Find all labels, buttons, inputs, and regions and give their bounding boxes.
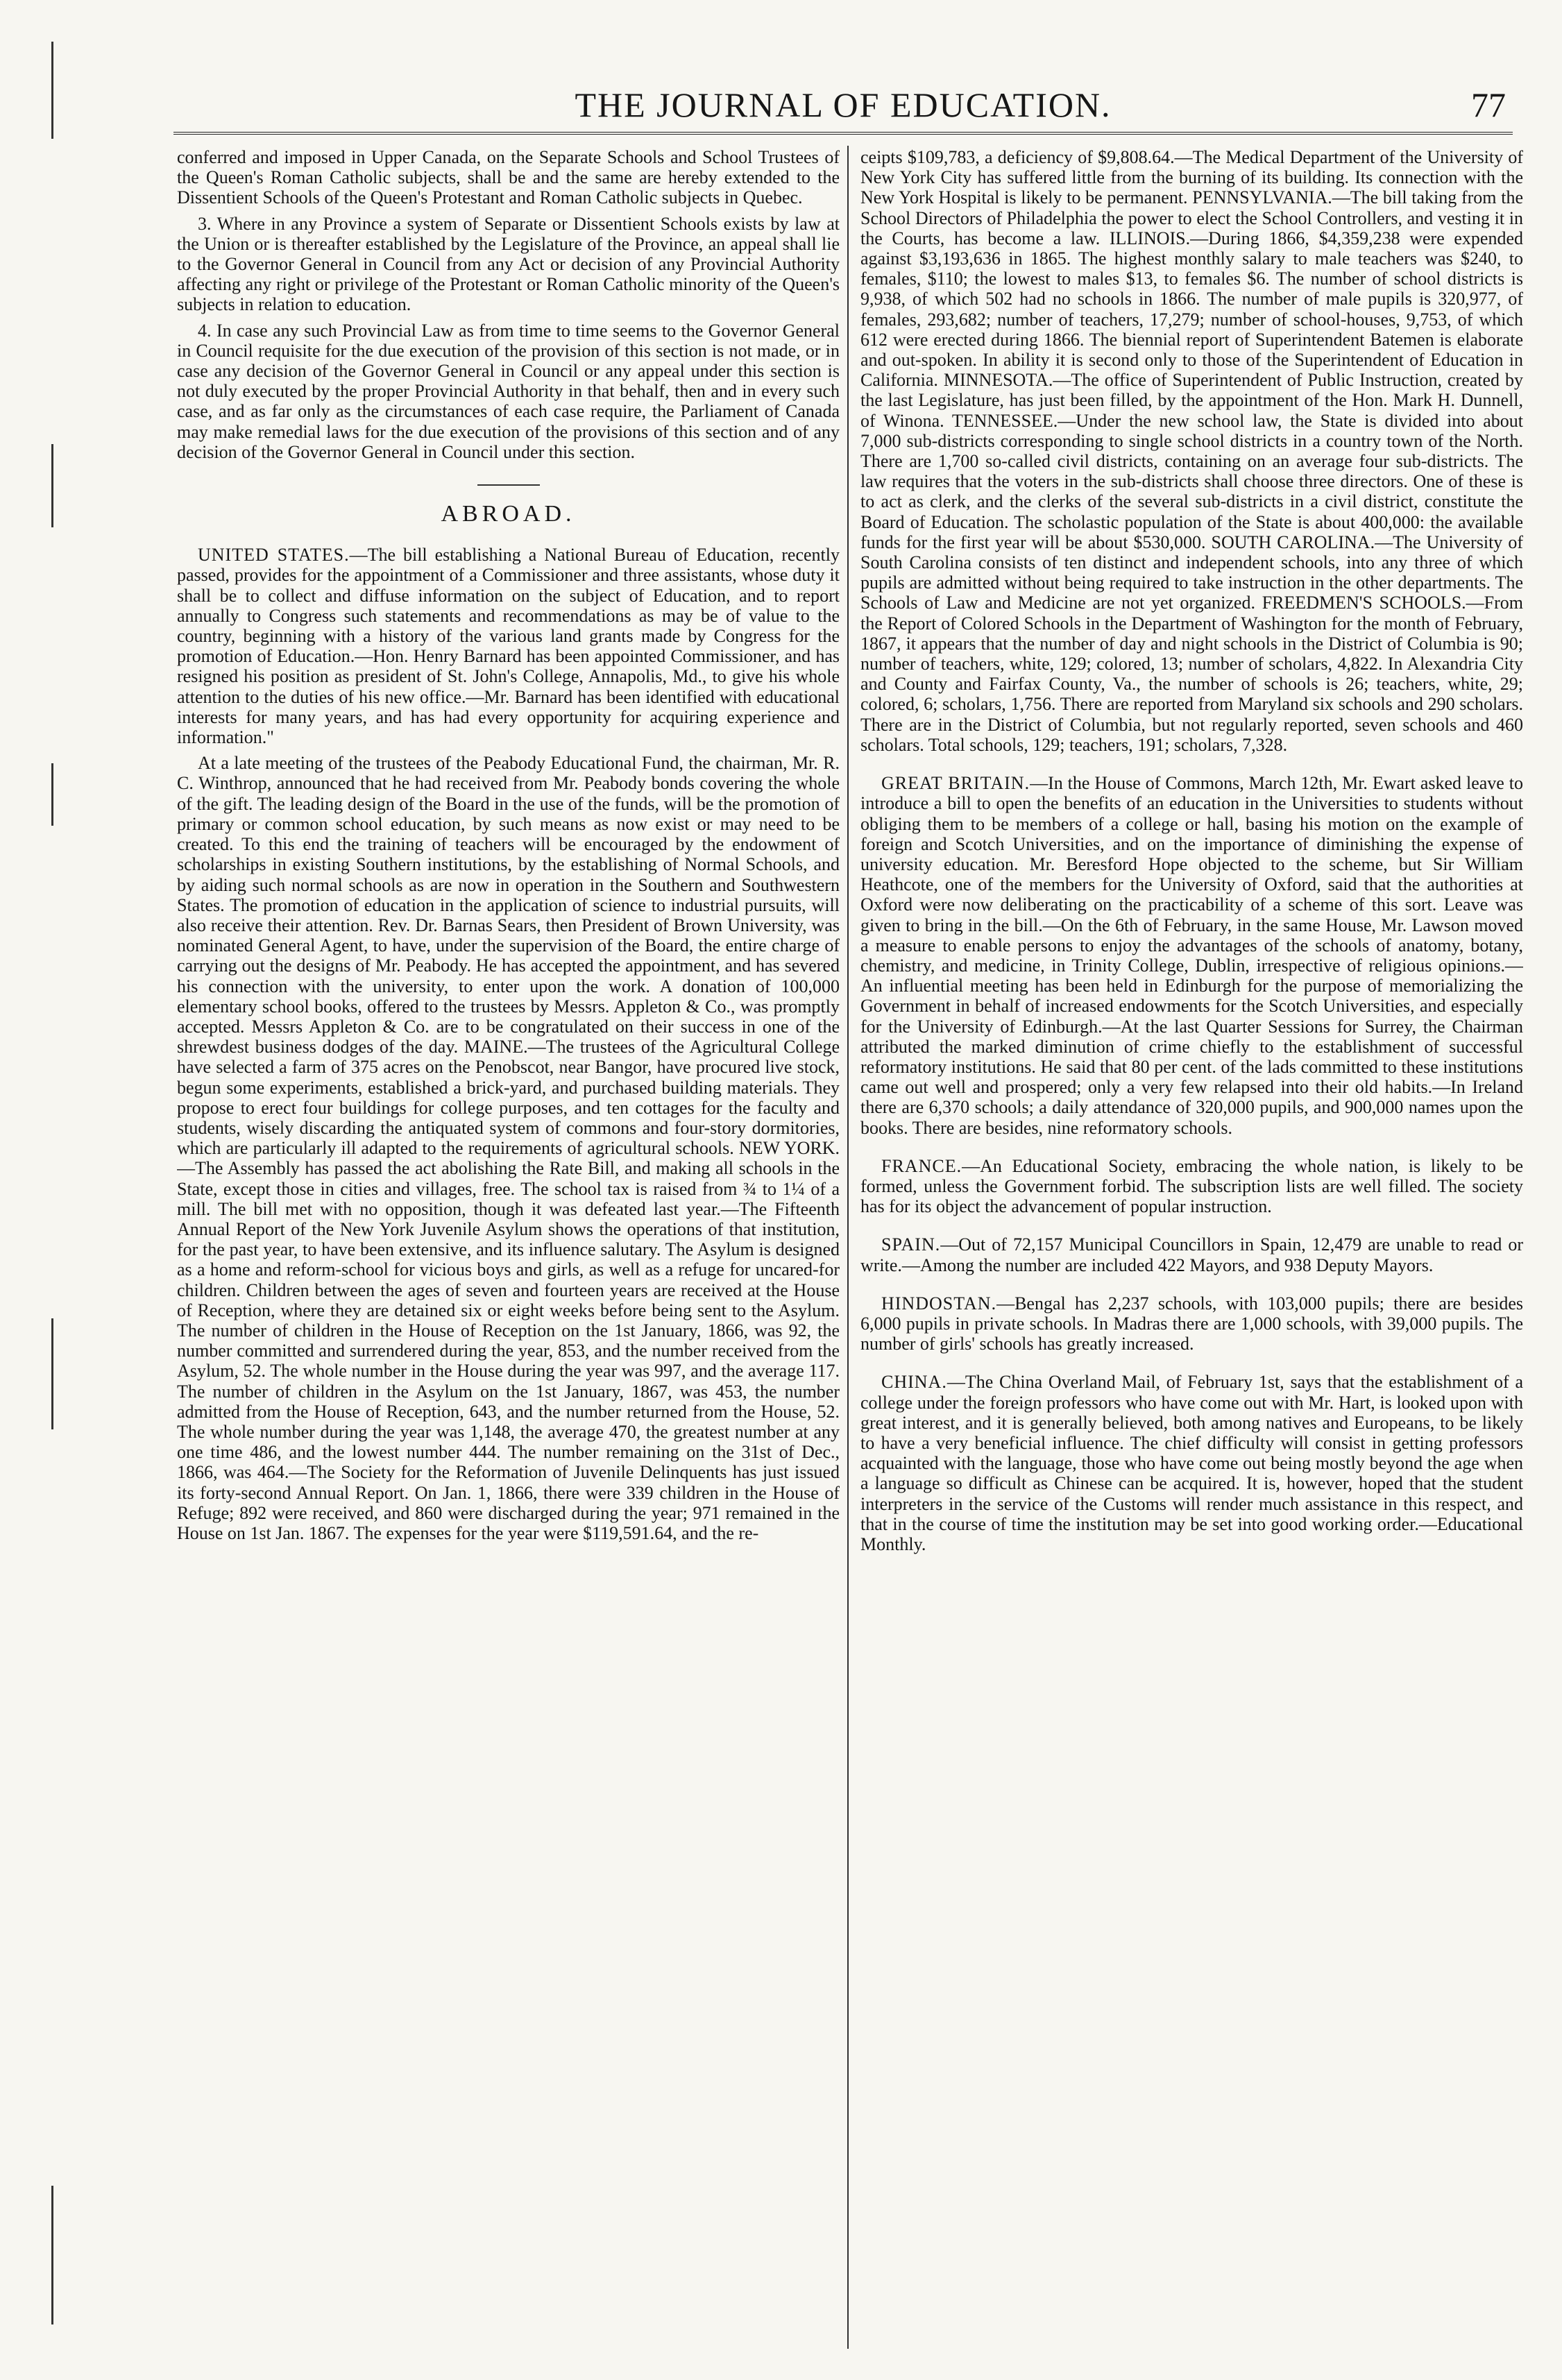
section-lead: SPAIN. <box>881 1234 941 1255</box>
paragraph-text: —In the House of Commons, March 12th, Mr. Ewart asked leave to introduce a bill to open the benefits of an education in the Universities to students without obliging them to be members of a college or hall, basing his motion on the example of foreign and Scotch Universities, and on the importance of diminishing the expense of university education. Mr. Beresford Hope objected to the scheme, but Sir William Heathcote, one of the members for the University of Oxford, said that the authorities at Oxford were now deliberating on the practicability of a scheme of this sort. Leave was given to bring in the bill.—On the 6th of February, in the same House, Mr. Lawson moved a measure to enable persons to enjoy the advantages of the schools of anatomy, botany, chemistry, and medicine, in Trinity College, Dublin, irrespective of religious opinions.—An influential meeting has been held in Edinburgh for the purpose of memorializing the Government in behalf of increased endowments for the Scotch Universities, and especially for the University of Edinburgh.—At the last Quarter Sessions for Surrey, the Chairman attributed the marked diminution of crime chiefly to the establishment of successful reformatory institutions. He said that 80 per cent. of the lads committed to these institutions came out well and prospered; only a very few relapsed into their old habits.—In Ireland there are 6,370 schools; a daily attendance of 320,000 pupils, and 900,000 names upon the books. There are besides, nine reformatory schools. <box>860 773 1523 1138</box>
paragraph-text: —The bill establishing a National Bureau of Education, recently passed, provides for the appointment of a Commissioner and three assistants, whose duty it shall be to collect and diffuse information on the subject of Education, and to report annually to Congress such statements and recommendations as may be of value to the country, beginning with a history of the various land grants made by Congress for the promotion of Education.—Hon. Henry Barnard has been appointed Commissioner, and has resigned his position as president of St. John's College, Annapolis, Md., to give his whole attention to the duties of his new office.—Mr. Barnard has been identified with educational interests for many years, and has had every opportunity for acquiring experience and information." <box>177 545 840 748</box>
paragraph <box>860 1293 1523 1354</box>
section-heading: ABROAD. <box>441 501 576 527</box>
column-divider <box>847 146 849 2349</box>
paragraph-text: —The China Overland Mail, of February 1st, says that the establishment of a college under the foreign professors who have come out with Mr. Hart, is looked upon with great interest, and it is generally believed, both among natives and Europeans, to be likely to have a very beneficial influence. The chief difficulty will consist in getting professors acquainted with the language, those who have come out being mostly beyond the age when a language so difficult as Chinese can be acquired. It is, however, hoped that the student interpreters in the service of the Customs will render much assistance in this respect, and that in the course of time the institution may be set into good working order.—Educational Monthly. <box>860 1372 1523 1554</box>
section-lead: FRANCE. <box>881 1155 962 1176</box>
section-lead: GREAT BRITAIN. <box>881 773 1030 794</box>
paragraph <box>860 1156 1523 1217</box>
paragraph: At a late meeting of the trustees of the Peabody Educational Fund, the chairman, Mr. R. C. Winthrop, announced that he had received from Mr. Peabody bonds covering the whole of the gift. The leading design of the Board in the use of the funds, will be the promotion of primary or common school education, by such means as now exist or may need to be created. To this end the training of teachers will be encouraged by the endowment of scholarships in existing Southern institutions, by the establishing of Normal Schools, and by aiding such normal schools as are now in operation in the Southern and Southwestern States. The promotion of education in the application of science to industrial pursuits, will also receive their attention. Rev. Dr. Barnas Sears, then President of Brown University, was nominated General Agent, to have, under the supervision of the Board, the entire charge of carrying out the designs of Mr. Peabody. He has accepted the appointment, and has severed his connection with the university, to enter upon the work. A donation of 100,000 elementary school books, offered to the trustees by Messrs. Appleton & Co., was promptly accepted. Messrs Appleton & Co. are to be congratulated on their success in one of the shrewdest business dodges of the day. MAINE.—The trustees of the Agricultural College have selected a farm of 375 acres on the Penobscot, near Bangor, have procured live stock, begun some experiments, established a brick-yard, and purchased building materials. They propose to erect four buildings for college purposes, and ten cottages for the faculty and students, wisely discarding the antiquated system of commons and four-story dormitories, which are particularly ill adapted to the requirements of agricultural schools. NEW YORK.—The Assembly has passed the act abolishing the Rate Bill, and making all schools in the State, except those in cities and villages, free. The school tax is raised from ¾ to 1¼ of a mill. The bill met with no opposition, though it was defeated last year.—The Fifteenth Annual Report of the New York Juvenile Asylum shows the operations of that institution, for the past year, to have been extensive, and its influence salutary. The Asylum is designed as a home and reform-school for vicious boys and girls, as well as a refuge for uncared-for children. Children between the ages of seven and fourteen years are received at the House of Reception, where they are detained six or eight weeks before being sent to the Asylum. The number of children in the House of Reception on the 1st January, 1866, was 92, the number committed and surrendered during the year, 853, and the number received from the Asylum, 52. The whole number in the House during the year was 997, and the average 117. The number of children in the Asylum on the 1st January, 1867, was 453, the number admitted from the House of Reception, 643, and the number returned from the House, 52. The whole number during the year was 1,148, the average 470, the greatest number at any one time 486, and the lowest number 444. The number remaining on the 31st of Dec., 1866, was 464.—The Society for the Reformation of Juvenile Delinquents has just issued its forty-second Annual Report. On Jan. 1, 1866, there were 339 children in the House of Refuge; 892 were received, and 860 were discharged during the year; 971 remained in the House on 1st Jan. 1867. The expenses for the year were $119,591.64, and the re- <box>177 753 840 1543</box>
running-header <box>173 83 1513 132</box>
section-lead: CHINA. <box>881 1372 947 1393</box>
section-lead: HINDOSTAN. <box>881 1293 997 1314</box>
paragraph <box>860 1372 1523 1554</box>
paragraph: 4. In case any such Provincial Law as from time to time seems to the Governor General in Council requisite for the due execution of the provision of this section is not made, or in case any decision of the Governor General in Council or any appeal under this section is not duly executed by the proper Provincial Authority in that behalf, then and in every such case, and as far only as the circumstances of each case require, the Parliament of Canada may make remedial laws for the due execution of the provisions of this section and of any decision of the Governor General in Council under this section. <box>177 320 840 462</box>
section-divider <box>477 484 540 486</box>
paragraph-text: —Bengal has 2,237 schools, with 103,000 pupils; there are besides 6,000 pupils in private schools. In Madras there are 1,000 schools, with 39,000 pupils. The number of girls' schools has greatly increased. <box>860 1293 1523 1354</box>
journal-title: THE JOURNAL OF EDUCATION. <box>575 85 1112 124</box>
section-lead: UNITED STATES. <box>198 545 350 566</box>
paragraph: conferred and imposed in Upper Canada, on the Separate Schools and School Trustees of the Queen's Roman Catholic subjects, shall be and the same are hereby extended to the Dissentient Schools of the Queen's Protestant and Roman Catholic subjects in Quebec. <box>177 147 840 208</box>
paragraph-text: —An Educational Society, embracing the whole nation, is likely to be formed, unless the Government forbid. The subscription lists are well filled. The society has for its object the advancement of popular instruction. <box>860 1155 1523 1217</box>
paragraph <box>860 773 1523 1138</box>
paragraph <box>177 545 840 747</box>
binding-edge <box>49 0 57 2380</box>
header-rule <box>173 132 1513 135</box>
right-column <box>860 147 1523 2343</box>
left-column <box>177 147 840 2343</box>
page-number: 77 <box>1471 85 1506 124</box>
paragraph <box>860 1234 1523 1275</box>
paragraph-text: —Out of 72,157 Municipal Councillors in Spain, 12,479 are unable to read or write.—Among the number are included 422 Mayors, and 938 Deputy Mayors. <box>860 1234 1523 1275</box>
paragraph: 3. Where in any Province a system of Separate or Dissentient Schools exists by law at the Union or is thereafter established by the Legislature of the Province, an appeal shall lie to the Governor General in Council from any Act or decision of any Provincial Authority affecting any right or privilege of the Protestant or Roman Catholic minority of the Queen's subjects in relation to education. <box>177 213 840 315</box>
paragraph: ceipts $109,783, a deficiency of $9,808.64.—The Medical Department of the University of New York City has suffered little from the burning of its building. Its connection with the New York Hospital is likely to be permanent. PENNSYLVANIA.—The bill taking from the School Directors of Philadelphia the power to elect the School Controllers, and vesting it in the Courts, has become a law. ILLINOIS.—During 1866, $4,359,238 were expended against $3,193,636 in 1865. The highest monthly salary to male teachers was $240, to females, $110; the lowest to males $13, to females $6. The number of school districts is 9,938, of which 502 had no schools in 1866. The number of male pupils is 320,977, of females, 293,682; number of teachers, 17,279; number of school-houses, 9,753, of which 612 were erected during 1866. The biennial report of Superintendent Batemen is elaborate and out-spoken. In ability it is second only to those of the Superintendent of Education in California. MINNESOTA.—The office of Superintendent of Public Instruction, created by the last Legislature, has just been filled, by the appointment of the Hon. Mark H. Dunnell, of Winona. TENNESSEE.—Under the new school law, the State is divided into about 7,000 sub-districts corresponding to single school districts in a country town of the North. There are 1,700 so-called civil districts, containing on an average four sub-districts. The law requires that the voters in the sub-districts shall choose three directors. One of these is to act as clerk, and the clerks of the several sub-districts in a civil district, constitute the Board of Education. The scholastic population of the State is about 400,000: the available funds for the first year will be about $530,000. SOUTH CAROLINA.—The University of South Carolina consists of ten distinct and independent schools, into any three of which pupils are admitted without being required to take instruction in the other departments. The Schools of Law and Medicine are not yet organized. FREEDMEN'S SCHOOLS.—From the Report of Colored Schools in the Department of Washington for the month of February, 1867, it appears that the number of day and night schools in the District of Columbia is 90; number of teachers, white, 129; colored, 13; number of scholars, 4,822. In Alexandria City and County and Fairfax County, Va., the number of schools is 26; teachers, white, 29; colored, 6; scholars, 1,756. There are reported from Maryland six schools and 290 scholars. There are in the District of Columbia, but not regularly reported, seven schools and 460 scholars. Total schools, 129; teachers, 191; scholars, 7,328. <box>860 147 1523 755</box>
